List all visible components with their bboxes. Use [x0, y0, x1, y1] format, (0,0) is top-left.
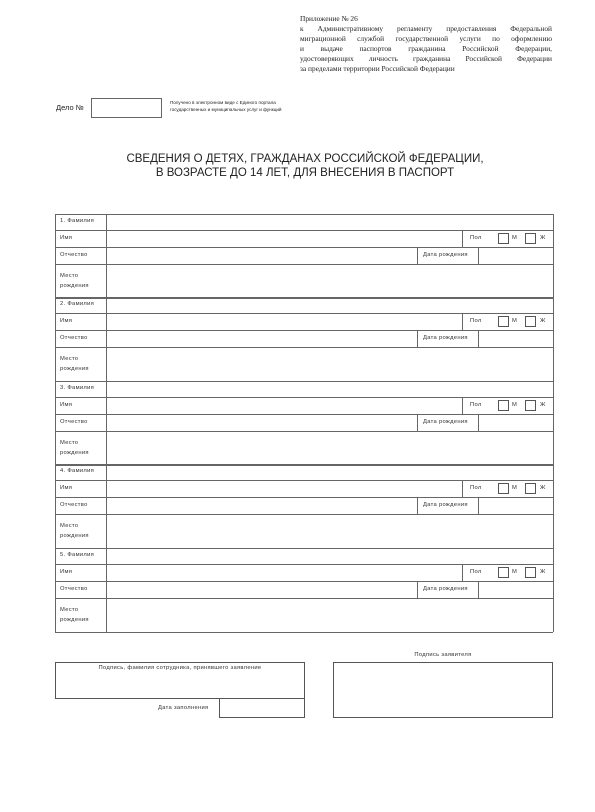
birth-place-field[interactable] — [107, 599, 552, 631]
male-label: М — [512, 402, 518, 408]
female-label: Ж — [540, 485, 546, 491]
patronymic-field[interactable] — [107, 331, 417, 346]
gender-separator — [462, 480, 463, 497]
row-line — [55, 632, 553, 633]
patronymic-field[interactable] — [107, 248, 417, 263]
female-checkbox[interactable] — [525, 400, 536, 411]
patronymic-field[interactable] — [107, 415, 417, 430]
surname-label: 5. Фамилия — [60, 552, 95, 558]
male-label: М — [512, 318, 518, 324]
first-name-field[interactable] — [107, 314, 462, 329]
male-checkbox[interactable] — [498, 567, 509, 578]
annex-line-5: удостоверяющих личность гражданина Российской Федерации — [300, 54, 552, 63]
left-border — [55, 381, 56, 465]
gender-label: Пол — [470, 318, 482, 324]
applicant-signature-box[interactable] — [333, 662, 553, 718]
patronymic-label: Отчество — [60, 502, 88, 508]
birth-date-field[interactable] — [479, 331, 552, 346]
surname-label: 2. Фамилия — [60, 301, 95, 307]
birth-date-field[interactable] — [479, 415, 552, 430]
first-name-label: Имя — [60, 485, 73, 491]
female-checkbox[interactable] — [525, 483, 536, 494]
birth-date-separator — [417, 330, 418, 347]
right-border — [553, 214, 554, 298]
birth-place-label-2: рождения — [60, 617, 89, 623]
gender-separator — [462, 230, 463, 247]
birth-date-separator — [417, 247, 418, 264]
gender-label: Пол — [470, 569, 482, 575]
form-title — [70, 152, 540, 180]
gender-separator — [462, 313, 463, 330]
applicant-signature-label: Подпись заявителя — [414, 652, 472, 658]
first-name-label: Имя — [60, 569, 73, 575]
surname-field[interactable] — [107, 215, 552, 230]
surname-label: 3. Фамилия — [60, 385, 95, 391]
employee-signature-box[interactable] — [55, 662, 305, 699]
first-name-label: Имя — [60, 402, 73, 408]
annex-line-6: за пределами территории Российской Федерации — [300, 64, 455, 73]
patronymic-label: Отчество — [60, 419, 88, 425]
portal-note — [170, 100, 281, 113]
female-label: Ж — [540, 318, 546, 324]
birth-place-label: Место — [60, 440, 79, 446]
male-checkbox[interactable] — [498, 233, 509, 244]
gender-label: Пол — [470, 235, 482, 241]
fill-date-label: Дата заполнения — [158, 705, 209, 711]
gender-separator — [462, 397, 463, 414]
surname-field[interactable] — [107, 298, 552, 313]
left-border — [55, 297, 56, 381]
birth-date-field[interactable] — [479, 582, 552, 597]
birth-date-label: Дата рождения — [423, 586, 468, 592]
birth-date-label: Дата рождения — [423, 502, 468, 508]
female-label: Ж — [540, 402, 546, 408]
birth-place-label-2: рождения — [60, 366, 89, 372]
birth-place-label: Место — [60, 607, 79, 613]
birth-date-field[interactable] — [479, 248, 552, 263]
surname-field[interactable] — [107, 549, 552, 564]
first-name-field[interactable] — [107, 565, 462, 580]
birth-place-label-2: рождения — [60, 450, 89, 456]
left-border — [55, 548, 56, 632]
case-number-field[interactable] — [91, 98, 162, 118]
employee-signature-label: Подпись, фамилия сотрудника, принявшего заявление — [98, 665, 262, 671]
birth-place-label-2: рождения — [60, 533, 89, 539]
case-number-label: Дело № — [56, 103, 84, 112]
right-border — [553, 464, 554, 548]
birth-date-label: Дата рождения — [423, 335, 468, 341]
portal-note-line-1: Получено в электронном виде с Единого портала — [170, 100, 276, 105]
male-label: М — [512, 235, 518, 241]
patronymic-label: Отчество — [60, 586, 88, 592]
annex-line-1: Приложение № 26 — [300, 14, 358, 23]
left-border — [55, 214, 56, 298]
female-checkbox[interactable] — [525, 316, 536, 327]
birth-place-label: Место — [60, 356, 79, 362]
gender-label: Пол — [470, 485, 482, 491]
female-label: Ж — [540, 569, 546, 575]
birth-date-label: Дата рождения — [423, 252, 468, 258]
birth-place-field[interactable] — [107, 265, 552, 297]
female-checkbox[interactable] — [525, 233, 536, 244]
male-label: М — [512, 569, 518, 575]
first-name-label: Имя — [60, 235, 73, 241]
birth-place-label-2: рождения — [60, 283, 89, 289]
surname-field[interactable] — [107, 382, 552, 397]
patronymic-label: Отчество — [60, 335, 88, 341]
right-border — [553, 548, 554, 632]
birth-date-separator — [417, 497, 418, 514]
left-border — [55, 464, 56, 548]
annex-line-3: миграционной службой государственной услуги по оформлению — [300, 34, 552, 43]
birth-date-separator — [417, 581, 418, 598]
first-name-field[interactable] — [107, 481, 462, 496]
annex-line-2: к Административному регламенту предоставления Федеральной — [300, 24, 552, 33]
female-label: Ж — [540, 235, 546, 241]
male-label: М — [512, 485, 518, 491]
title-line-1: СВЕДЕНИЯ О ДЕТЯХ, ГРАЖДАНАХ РОССИЙСКОЙ ФЕДЕРАЦИИ, — [126, 153, 484, 165]
title-line-2: В ВОЗРАСТЕ ДО 14 ЛЕТ, ДЛЯ ВНЕСЕНИЯ В ПАСПОРТ — [155, 167, 455, 179]
portal-note-line-2: государственных и муниципальных услуг и функций — [170, 106, 282, 112]
annex-header — [300, 14, 552, 74]
female-checkbox[interactable] — [525, 567, 536, 578]
surname-label: 4. Фамилия — [60, 468, 95, 474]
patronymic-field[interactable] — [107, 582, 417, 597]
annex-line-4: и выдаче паспортов гражданина Российской Федерации, — [300, 44, 552, 53]
first-name-label: Имя — [60, 318, 73, 324]
birth-place-label: Место — [60, 523, 79, 529]
birth-date-label: Дата рождения — [423, 419, 468, 425]
birth-date-field[interactable] — [479, 498, 552, 513]
birth-place-field[interactable] — [107, 432, 552, 464]
patronymic-field[interactable] — [107, 498, 417, 513]
surname-label: 1. Фамилия — [60, 218, 95, 224]
birth-place-label: Место — [60, 273, 79, 279]
right-border — [553, 381, 554, 465]
first-name-field[interactable] — [107, 398, 462, 413]
birth-place-field[interactable] — [107, 515, 552, 547]
birth-place-field[interactable] — [107, 348, 552, 380]
first-name-field[interactable] — [107, 231, 462, 246]
gender-label: Пол — [470, 402, 482, 408]
fill-date-field[interactable] — [219, 698, 305, 718]
birth-date-separator — [417, 414, 418, 431]
patronymic-label: Отчество — [60, 252, 88, 258]
male-checkbox[interactable] — [498, 483, 509, 494]
gender-separator — [462, 564, 463, 581]
surname-field[interactable] — [107, 465, 552, 480]
male-checkbox[interactable] — [498, 400, 509, 411]
male-checkbox[interactable] — [498, 316, 509, 327]
right-border — [553, 297, 554, 381]
